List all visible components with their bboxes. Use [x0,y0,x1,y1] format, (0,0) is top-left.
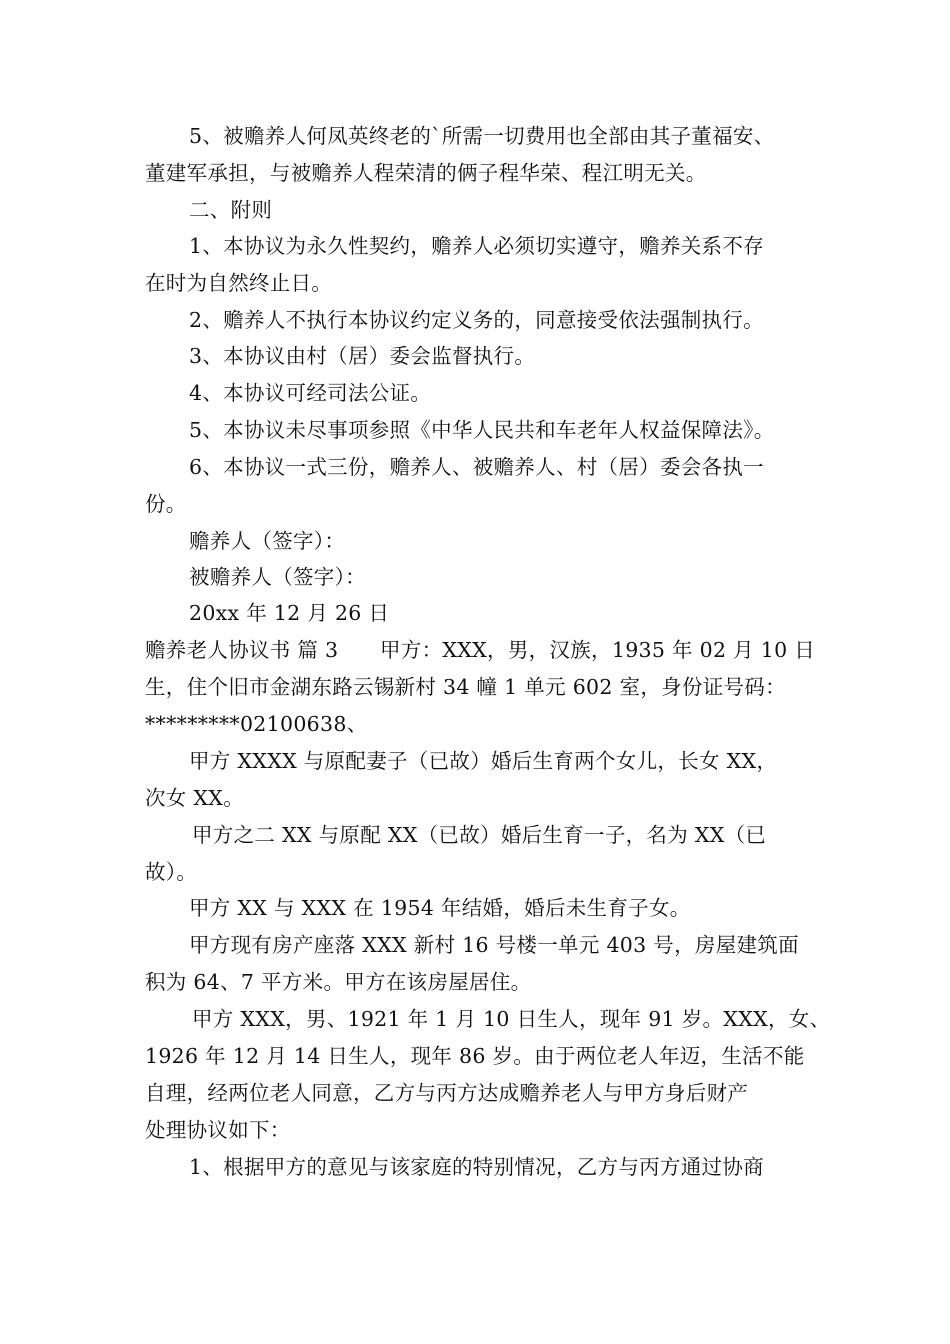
text-line: 6、本协议一式三份，赡养人、被赡养人、村（居）委会各执一 [189,455,764,479]
text-line: 甲方 XXX，男、1921 年 1 月 10 日生人，现年 91 岁。XXX，女、 [192,1007,831,1031]
text-line: 5、被赡养人何凤英终老的`所需一切费用也全部由其子董福安、 [189,124,775,148]
text-line: 甲方之二 XX 与原配 XX（已故）婚后生育一子，名为 XX（已 [192,823,767,847]
text-line: 1、本协议为永久性契约，赡养人必须切实遵守，赡养关系不存 [189,234,764,258]
text-line: 5、本协议未尽事项参照《中华人民共和车老年人权益保障法》。 [189,418,775,442]
text-line: 甲方 XXXX 与原配妻子（已故）婚后生育两个女儿，长女 XX， [189,749,778,773]
signature-label: 赡养人（签字）： [189,529,346,553]
text-line: 份。 [145,492,187,516]
text-line: 故）。 [145,860,198,884]
text-line: 4、本协议可经司法公证。 [189,381,432,405]
text-line: 自理，经两位老人同意，乙方与丙方达成赡养老人与甲方身后财产 [145,1081,749,1105]
text-line: *********02100638、 [145,712,368,736]
text-line: 处理协议如下： [145,1118,291,1142]
text-line: 甲方现有房产座落 XXX 新村 16 号楼一单元 403 号，房屋建筑面 [189,933,799,957]
text-line: 积为 64、7 平方米。甲方在该房屋居住。 [145,970,532,994]
text-line: 1926 年 12 月 14 日生人，现年 86 岁。由于两位老人年迈，生活不能 [145,1044,805,1068]
article-heading-line: 赡养老人协议书 篇 3 甲方：XXX，男，汉族，1935 年 02 月 10 日 [145,638,816,662]
text-line: 次女 XX。 [145,786,245,810]
text-line: 董建军承担，与被赡养人程荣清的俩子程华荣、程江明无关。 [145,161,707,185]
text-line: 生，住个旧市金湖东路云锡新村 34 幢 1 单元 602 室，身份证号码： [145,675,786,699]
text-line: 1、根据甲方的意见与该家庭的特别情况，乙方与丙方通过协商 [189,1155,764,1179]
text-line: 甲方 XX 与 XXX 在 1954 年结婚，婚后未生育子女。 [189,896,691,920]
date-line: 20xx 年 12 月 26 日 [189,601,390,625]
section-heading: 二、附则 [189,198,273,222]
text-line: 2、赡养人不执行本协议约定义务的，同意接受依法强制执行。 [189,308,764,332]
text-line: 3、本协议由村（居）委会监督执行。 [189,344,536,368]
text-line: 在时为自然终止日。 [145,271,333,295]
signature-label: 被赡养人（签字）： [189,565,366,589]
